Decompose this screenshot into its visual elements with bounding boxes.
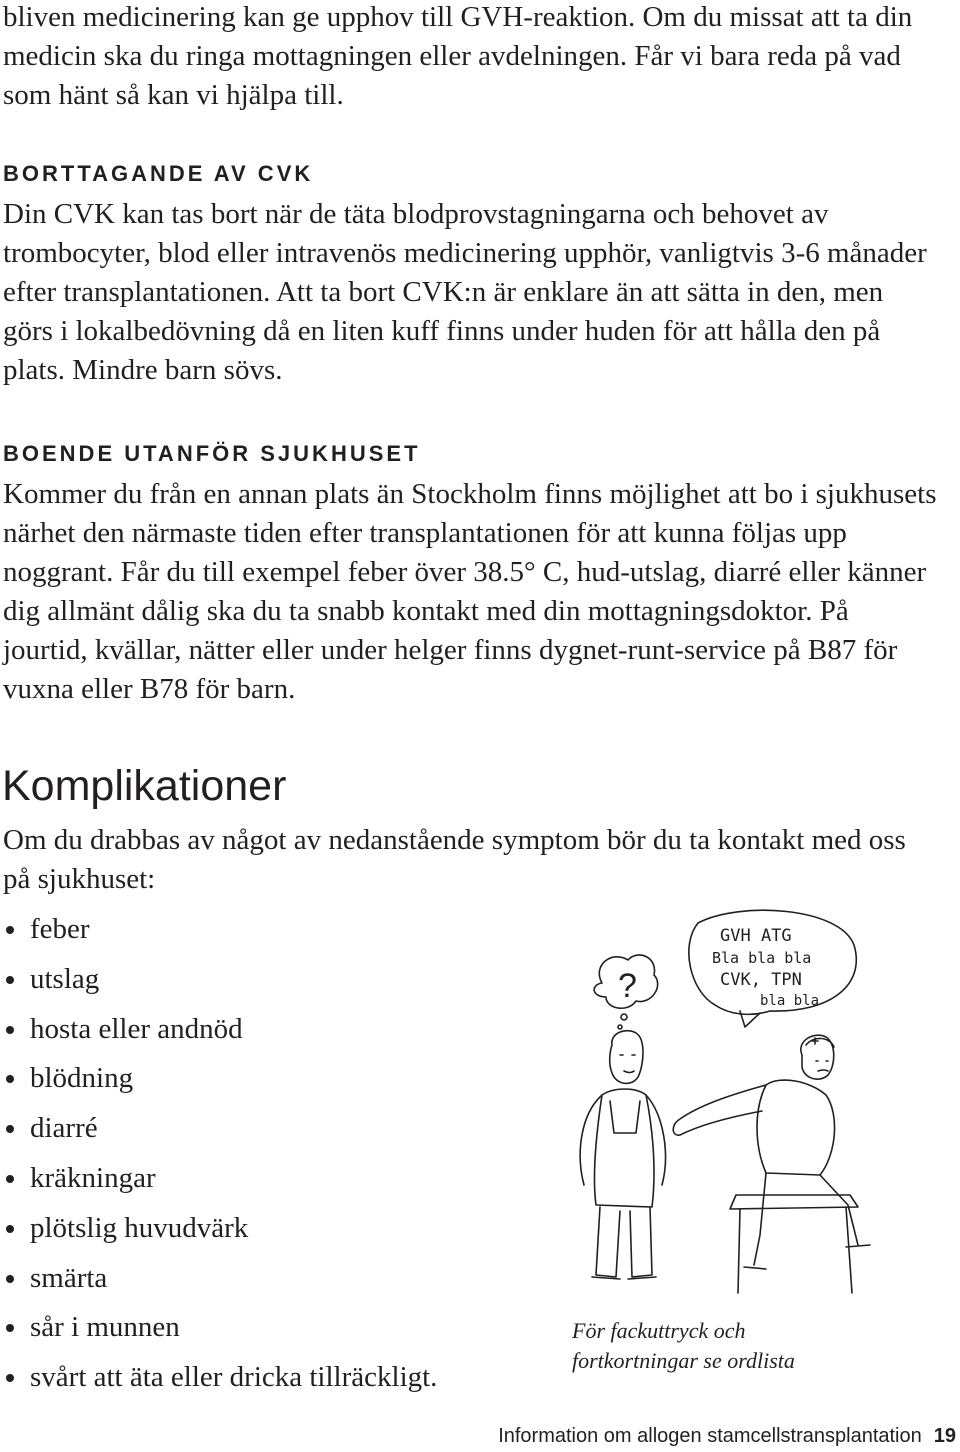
- bullet-icon: [6, 976, 14, 984]
- list-item: kräkningar: [3, 1154, 437, 1204]
- speech-line: bla bla: [760, 993, 820, 1009]
- boende-paragraph: Kommer du från en annan plats än Stockholm finns möjlighet att bo i sjukhusets närhet den närmaste tiden efter transplantationen för att kunna följas upp noggrant. Får du till exempel feber över 38.5° C, hud-utslag, diarré eller känner dig allmänt dålig ska du ta snabb kontakt med din mottagningsdoktor. På jourtid, kvällar, nätter eller under helger finns dygnet-runt-service på B87 för vuxna eller B78 för barn.: [3, 478, 937, 705]
- page-number: 19: [933, 1425, 956, 1447]
- page-footer: [498, 1424, 956, 1448]
- doctor-figure: [673, 1035, 870, 1293]
- boende-heading: BOENDE UTANFÖR SJUKHUSET: [3, 441, 421, 466]
- intro-paragraph: bliven medicinering kan ge upphov till GVH-reaktion. Om du missat att ta din medicin ska du ringa mottagningen eller avdelningen. Får vi bara reda på vad som hänt så kan vi hjälpa till.: [3, 1, 913, 111]
- thought-bubble: [594, 955, 658, 1029]
- list-item: sår i munnen: [3, 1303, 437, 1353]
- speech-line: Bla bla bla: [712, 949, 812, 967]
- bullet-icon: [6, 1075, 14, 1083]
- bullet-icon: [6, 1275, 14, 1283]
- list-item: hosta eller andnöd: [3, 1005, 437, 1055]
- speech-line: GVH ATG: [720, 926, 792, 946]
- bullet-icon: [6, 1374, 14, 1382]
- list-item: plötslig huvudvärk: [3, 1204, 437, 1254]
- question-mark: ?: [618, 967, 637, 1005]
- cartoon-illustration: [540, 905, 880, 1305]
- glossary-caption: För fackuttryck och fortkortningar se ordlista: [572, 1318, 795, 1373]
- list-item: feber: [3, 905, 437, 955]
- bullet-icon: [6, 1125, 14, 1133]
- footer-title: Information om allogen stamcellstransplantation: [498, 1425, 922, 1447]
- cvk-paragraph: Din CVK kan tas bort när de täta blodprovstagningarna och behovet av trombocyter, blod eller intravenös medicinering upphör, vanligtvis 3-6 månader efter transplantationen. Att ta bort CVK:n är enklare än att sätta in den, men görs i lokalbedövning då en liten kuff finns under huden för att hålla den på plats. Mindre barn sövs.: [3, 198, 927, 386]
- symptom-list: [3, 905, 437, 1403]
- komplikationer-intro: Om du drabbas av något av nedanstående symptom bör du ta kontakt med oss på sjukhuset:: [3, 824, 906, 895]
- patient-figure: [580, 1031, 665, 1279]
- list-item: smärta: [3, 1254, 437, 1304]
- komplikationer-heading: Komplikationer: [2, 762, 287, 810]
- bullet-icon: [6, 1175, 14, 1183]
- bullet-icon: [6, 1026, 14, 1034]
- bullet-icon: [6, 1324, 14, 1332]
- speech-bubble: [689, 910, 856, 1027]
- list-item: diarré: [3, 1104, 437, 1154]
- cvk-heading: BORTTAGANDE AV CVK: [3, 161, 314, 186]
- speech-line: CVK, TPN: [720, 970, 802, 990]
- bullet-icon: [6, 1225, 14, 1233]
- list-item: svårt att äta eller dricka tillräckligt.: [3, 1353, 437, 1403]
- list-item: utslag: [3, 955, 437, 1005]
- list-item: blödning: [3, 1054, 437, 1104]
- bullet-icon: [6, 926, 14, 934]
